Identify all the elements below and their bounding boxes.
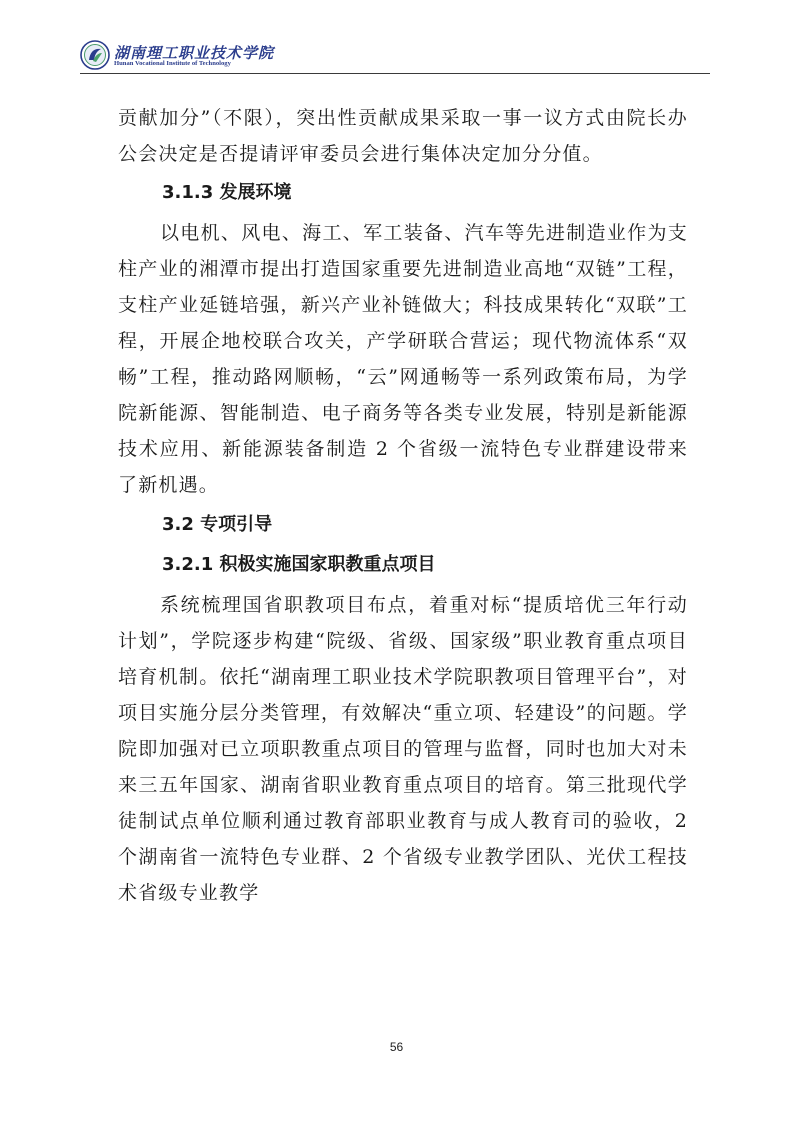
page-number: 56 xyxy=(389,1040,404,1054)
header-divider xyxy=(80,73,710,74)
institution-name-cn: 湖南理工职业技术学院 xyxy=(114,44,275,62)
page-header xyxy=(80,38,710,74)
paragraph-national-projects: 系统梳理国省职教项目布点，着重对标“提质培优三年行动计划”，学院逐步构建“院级、省级、国家级”职业教育重点项目培育机制。依托“湖南理工职业技术学院职教项目管理平台”，对项目实施分层分类管理，有效解决“重立项、轻建设”的问题。学院即加强对已立项职教重点项目的管理与监督，同时也加大对未来三五年国家、湖南省职业教育重点项目的培育。第三批现代学徒制试点单位顺利通过教育部职业教育与成人教育司的验收，2 个湖南省一流特色专业群、2 个省级专业教学团队、光伏工程技术省级专业教学 xyxy=(118,594,688,904)
paragraph-continued: 贡献加分”（不限），突出性贡献成果采取一事一议方式由院长办公会决定是否提请评审委员会进行集体决定加分分值。 xyxy=(118,107,688,165)
paragraph-development-environment: 以电机、风电、海工、军工装备、汽车等先进制造业作为支柱产业的湘潭市提出打造国家重要先进制造业高地“双链”工程，支柱产业延链培强，新兴产业补链做大；科技成果转化“双联”工程，开展企地校联合攻关，产学研联合营运；现代物流体系“双畅”工程，推动路网顺畅，“云”网通畅等一系列政策布局，为学院新能源、智能制造、电子商务等各类专业发展，特别是新能源技术应用、新能源装备制造 2 个省级一流特色专业群建设带来了新机遇。 xyxy=(118,222,688,496)
section-heading-3-2-1: 3.2.1 积极实施国家职教重点项目 xyxy=(162,554,436,575)
document-body xyxy=(118,100,688,911)
institution-logo-icon xyxy=(80,40,110,70)
section-heading-3-1-3: 3.1.3 发展环境 xyxy=(162,182,292,203)
institution-name-en: Hunan Vocational Institute of Technology xyxy=(114,60,231,67)
section-heading-3-2: 3.2 专项引导 xyxy=(162,514,273,535)
